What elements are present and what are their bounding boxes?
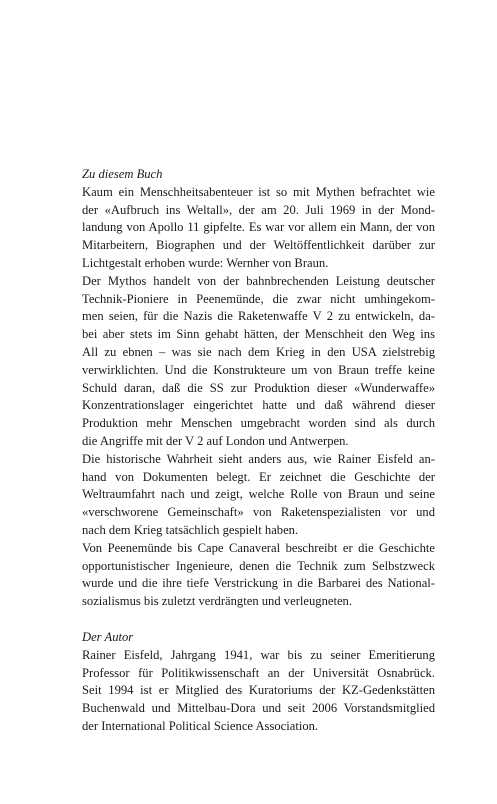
text-line: Schuld daran, daß die SS zur Produktion dieser «Wunderwaffe» <box>82 380 435 395</box>
text-line: Von Peenemünde bis Cape Canaveral beschreibt er die Geschichte <box>82 540 435 555</box>
text-line: Die historische Wahrheit sieht anders aus, wie Rainer Eisfeld an- <box>82 451 435 466</box>
text-line: Buchenwald und Mittelbau-Dora und seit 2006 Vorstandsmitglied <box>82 701 435 716</box>
text-line: All zu ebnen – was sie nach dem Krieg in den USA zielstrebig <box>82 344 435 359</box>
text-line: Rainer Eisfeld, Jahrgang 1941, war bis zu seiner Emeritierung <box>82 647 435 662</box>
text-line: landung von Apollo 11 gipfelte. Es war vor allem ein Mann, der von <box>82 220 435 235</box>
text-line: Mitarbeitern, Biographen und der Weltöffentlichkeit darüber zur <box>82 238 435 253</box>
text-line: Technik-Pioniere in Peenemünde, die zwar nicht umhingekom- <box>82 291 435 306</box>
about-author-section <box>82 629 435 736</box>
text-line: Konzentrationslager eingerichtet hatte und daß während dieser <box>82 398 435 413</box>
text-line: Lichtgestalt erhoben wurde: Wernher von Braun. <box>82 255 329 270</box>
about-book-heading: Zu diesem Buch <box>82 167 163 181</box>
text-line: der «Aufbruch ins Weltall», der am 20. Juli 1969 in der Mond- <box>82 202 435 217</box>
section-spacer <box>82 611 435 629</box>
text-line: «verschworene Gemeinschaft» von Raketenspezialisten vor und <box>82 505 435 520</box>
text-line: bei aber stets im Sinn gehabt hätten, der Menschheit den Weg ins <box>82 327 435 342</box>
about-author-heading: Der Autor <box>82 629 134 644</box>
text-line: nach dem Krieg tatsächlich gespielt haben. <box>82 522 299 537</box>
text-line: opportunistischer Ingenieure, denen die Technik zum Selbstzweck <box>82 558 435 573</box>
about-book-section <box>82 166 435 611</box>
text-line: wurde und die ihre tiefe Verstrickung in die Barbarei des National- <box>82 576 435 591</box>
blurb-page <box>82 166 435 736</box>
text-line: sozialismus bis zuletzt verdrängten und verleugneten. <box>82 594 352 609</box>
text-line: Seit 1994 ist er Mitglied des Kuratoriums der KZ-Gedenkstätten <box>82 683 435 698</box>
text-line: men seien, für die Nazis die Raketenwaffe V 2 zu entwickeln, da- <box>82 309 435 324</box>
text-line: Produktion mehr Menschen umgebracht worden sind als durch <box>82 416 435 431</box>
about-author-text <box>82 647 435 736</box>
text-line: Der Mythos handelt von der bahnbrechenden Leistung deutscher <box>82 273 435 288</box>
about-book-text <box>82 184 435 611</box>
text-line: verwirklichten. Und die Konstrukteure um von Braun treffe keine <box>82 362 435 377</box>
text-line: Weltraumfahrt nach und zeigt, welche Rolle von Braun und seine <box>82 487 435 502</box>
text-line: Professor für Politikwissenschaft an der Universität Osnabrück. <box>82 665 435 680</box>
text-line: der International Political Science Association. <box>82 718 319 733</box>
text-line: die Angriffe mit der V 2 auf London und Antwerpen. <box>82 433 349 448</box>
text-line: hand von Dokumenten belegt. Er zeichnet die Geschichte der <box>82 469 435 484</box>
text-line: Kaum ein Menschheitsabenteuer ist so mit Mythen befrachtet wie <box>82 184 435 199</box>
